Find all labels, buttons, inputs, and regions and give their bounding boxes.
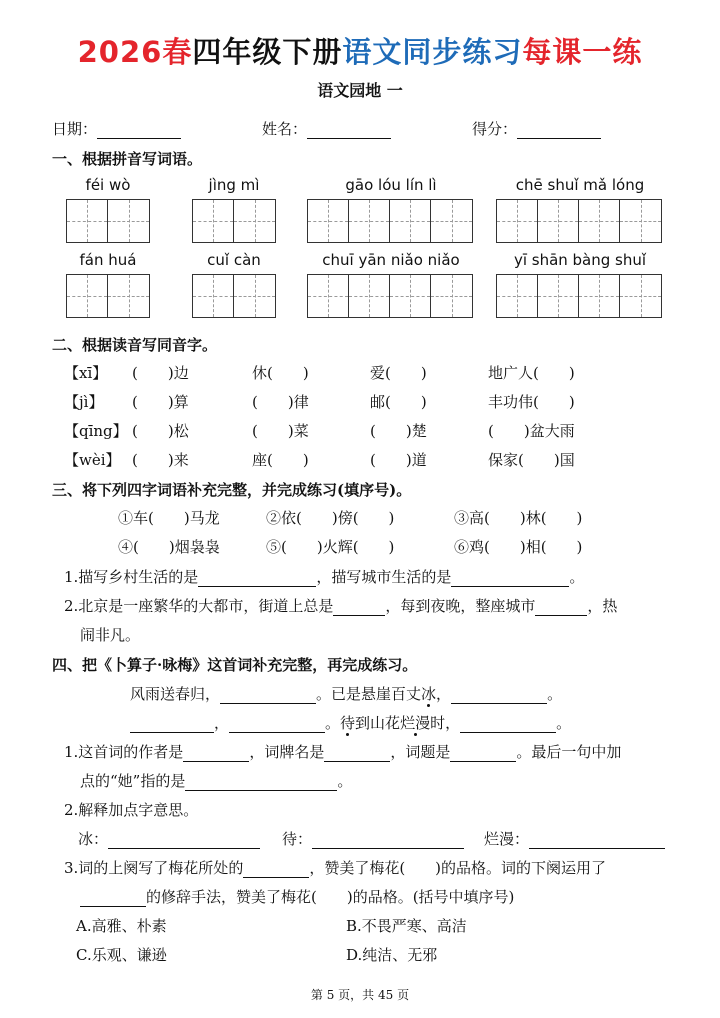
poem-dotted-char: 待 [340,714,356,732]
answer-blank[interactable] [333,600,385,616]
question-text: ，词题是 [390,743,451,761]
writing-grid[interactable] [192,199,276,243]
section1-heading: 一、根据拼音写词语。 [52,150,203,168]
poem-dotted-word: 烂漫 [400,714,431,732]
question-text: 3.词的上阕写了梅花所处的 [64,859,244,877]
question-text: ，词牌名是 [249,743,325,761]
question-text: 2.北京是一座繁华的大都市，街道上总是 [64,597,334,615]
pinyin-tag: 【xī】 [64,364,108,382]
homophone-item[interactable]: 地广人( ) [488,364,575,382]
question-text: 1.描写乡村生活的是 [64,568,199,586]
homophone-item[interactable]: ( )来 [132,451,189,469]
writing-grid[interactable] [66,274,150,318]
lesson-title: 语文园地 一 [317,81,403,100]
answer-blank[interactable] [324,746,390,762]
idiom-item[interactable]: ⑥鸡( )相( ) [454,538,583,556]
idiom-item[interactable]: ①车( )马龙 [118,509,220,527]
homophone-item[interactable]: ( )菜 [252,422,309,440]
idiom-item[interactable]: ②依( )傍( ) [266,509,395,527]
title-grade: 四年级下册 [192,35,343,69]
definition-field [282,828,464,849]
definition-field [484,828,665,849]
question-line [80,886,514,907]
title-year: 2026春 [77,35,193,69]
homophone-item[interactable]: 爱( ) [370,364,427,382]
writing-grid[interactable] [307,274,473,318]
poem-line [130,683,562,704]
name-blank[interactable] [307,123,391,139]
poem-text: ， [436,685,452,703]
pinyin-label: yī shān bàng shuǐ [513,251,647,269]
answer-blank[interactable] [450,746,516,762]
question-text: 闹非凡。 [80,626,141,644]
name-field[interactable] [262,118,391,139]
homophone-item[interactable]: 丰功伟( ) [488,393,575,411]
poem-text: 。已是悬崖百丈 [316,685,422,703]
definition-field [78,828,260,849]
writing-grid[interactable] [496,199,662,243]
pinyin-label: jìng mì [208,176,260,194]
poem-text: 到山花 [355,714,401,732]
option-item[interactable]: B.不畏严寒、高洁 [346,917,467,935]
score-label: 得分： [472,120,518,138]
question-text: 。 [337,772,353,790]
question-text: ，描写城市生活的是 [316,568,452,586]
pinyin-label: chē shuǐ mǎ lóng [515,176,645,194]
answer-blank[interactable] [183,746,249,762]
homophone-item[interactable]: 邮( ) [370,393,427,411]
homophone-item[interactable]: ( )道 [370,451,427,469]
question-text: 。最后一句中加 [516,743,622,761]
homophone-item[interactable]: ( )盆大雨 [488,422,575,440]
poem-text: ， [214,714,230,732]
answer-blank[interactable] [198,571,316,587]
option-item[interactable]: A.高雅、朴素 [76,917,167,935]
homophone-item[interactable]: 保家( )国 [488,451,575,469]
question-text: 。 [569,568,585,586]
question-line [64,566,584,587]
section3-heading: 三、将下列四字词语补充完整，并完成练习(填序号)。 [52,481,412,499]
question-text: ，每到夜晚，整座城市 [385,597,536,615]
pinyin-label: chuī yān niǎo niǎo [322,251,460,269]
question-line [64,741,621,762]
pinyin-tag: 【jì】 [64,393,104,411]
answer-blank[interactable] [312,833,464,849]
poem-blank[interactable] [130,717,214,733]
answer-blank[interactable] [529,833,665,849]
poem-blank[interactable] [229,717,325,733]
score-blank[interactable] [517,123,601,139]
pinyin-tag: 【wèi】 [64,451,121,469]
poem-line [130,712,571,733]
writing-grid[interactable] [307,199,473,243]
homophone-item[interactable]: 休( ) [252,364,309,382]
question-text: 的修辞手法，赞美了梅花( )的品格。(括号中填序号) [146,888,515,906]
definition-label: 冰： [78,830,109,848]
poem-blank[interactable] [460,717,556,733]
option-item[interactable]: D.纯洁、无邪 [346,946,438,964]
pinyin-label: fán huá [79,251,137,269]
writing-grid[interactable] [192,274,276,318]
date-field[interactable] [52,118,181,139]
answer-blank[interactable] [185,775,337,791]
poem-text: 时， [430,714,461,732]
question-line [80,770,352,791]
answer-blank[interactable] [535,600,587,616]
pinyin-label: féi wò [85,176,131,194]
idiom-item[interactable]: ⑤( )火辉( ) [266,538,395,556]
question-line [64,857,606,878]
date-blank[interactable] [97,123,181,139]
writing-grid[interactable] [66,199,150,243]
idiom-item[interactable]: ④( )烟袅袅 [118,538,220,556]
homophone-item[interactable]: 座( ) [252,451,309,469]
page-footer: 第 5 页，共 45 页 [310,988,410,1002]
homophone-item[interactable]: ( )律 [252,393,309,411]
answer-blank[interactable] [451,571,569,587]
poem-dotted-char: 冰 [421,685,437,703]
poem-text: 风雨送春归， [130,685,221,703]
title-tagline: 每课一练 [522,35,643,69]
poem-text: 。 [556,714,572,732]
question-text: ，赞美了梅花( )的品格。词的下阕运用了 [309,859,607,877]
question-text: 1.这首词的作者是 [64,743,184,761]
definition-label: 烂漫： [484,830,530,848]
pinyin-tag: 【qīng】 [64,422,128,440]
answer-blank[interactable] [80,891,146,907]
poem-blank[interactable] [451,688,547,704]
question-text: 2.解释加点字意思。 [64,801,199,819]
idiom-item[interactable]: ③高( )林( ) [454,509,583,527]
poem-text: 。 [547,685,563,703]
pinyin-label: gāo lóu lín lì [345,176,437,194]
question-line [64,595,617,616]
date-label: 日期： [52,120,98,138]
title-subject: 语文同步练习 [342,35,523,69]
section4-heading: 四、把《卜算子·咏梅》这首词补充完整，再完成练习。 [52,656,418,674]
option-item[interactable]: C.乐观、谦逊 [76,946,167,964]
homophone-item[interactable]: ( )边 [132,364,189,382]
poem-blank[interactable] [220,688,316,704]
definition-label: 待： [282,830,313,848]
answer-blank[interactable] [108,833,260,849]
section2-heading: 二、根据读音写同音字。 [52,336,218,354]
page-title [0,30,720,71]
question-text: ，热 [587,597,618,615]
homophone-item[interactable]: ( )楚 [370,422,427,440]
name-label: 姓名： [262,120,308,138]
writing-grid[interactable] [496,274,662,318]
poem-text: 。 [325,714,341,732]
score-field[interactable] [472,118,601,139]
homophone-item[interactable]: ( )算 [132,393,189,411]
question-text: 点的“她”指的是 [80,772,186,790]
homophone-item[interactable]: ( )松 [132,422,189,440]
pinyin-label: cuǐ càn [207,251,261,269]
answer-blank[interactable] [243,862,309,878]
